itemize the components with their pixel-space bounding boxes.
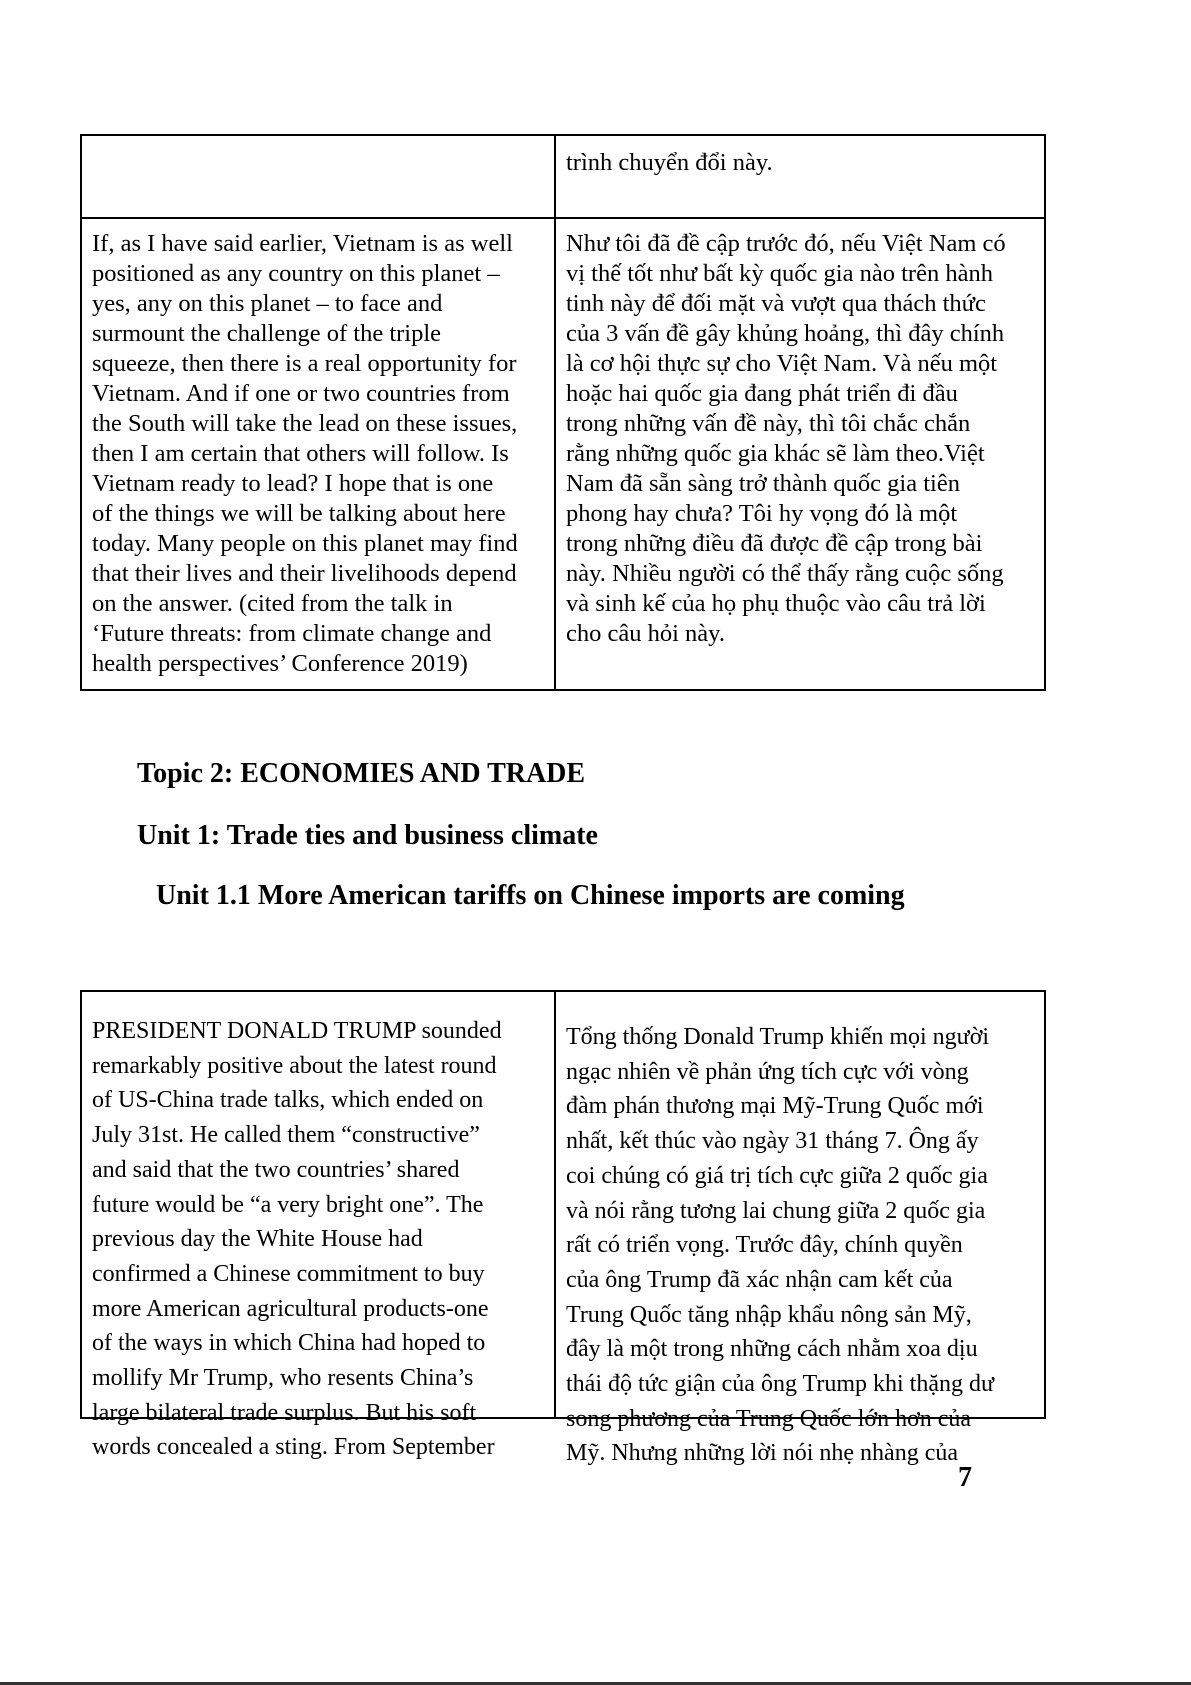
text-line: đây là một trong những cách nhằm xoa dịu [566,1336,978,1363]
text-line: Nam đã sẵn sàng trở thành quốc gia tiên [566,470,960,497]
text-line: on the answer. (cited from the talk in [92,590,453,617]
unit-heading: Unit 1: Trade ties and business climate [137,820,598,851]
text-line: ngạc nhiên về phản ứng tích cực với vòng [566,1058,969,1085]
text-line: previous day the White House had [92,1226,423,1253]
text-line: more American agricultural products-one [92,1295,489,1322]
text-line: tinh này để đối mặt và vượt qua thách thức [566,290,986,317]
text-line: health perspectives’ Conference 2019) [92,650,468,677]
text-line: future would be “a very bright one”. The [92,1191,484,1218]
text-line: of the ways in which China had hoped to [92,1330,486,1357]
text-line: words concealed a sting. From September [92,1434,495,1461]
text-line: rất có triển vọng. Trước đây, chính quyền [566,1232,963,1259]
text-line: July 31st. He called them “constructive” [92,1122,480,1149]
text-line: phong hay chưa? Tôi hy vọng đó là một [566,500,958,527]
translation-table-continued [80,134,1046,691]
text-line: Như tôi đã đề cập trước đó, nếu Việt Nam có [566,230,1006,257]
text-line: này. Nhiều người có thể thấy rằng cuộc sống [566,560,1004,587]
text-line: squeeze, then there is a real opportunity for [92,350,517,377]
text-line: của 3 vấn đề gây khủng hoảng, thì đây chính [566,320,1005,347]
text-line: trong những điều đã được đề cập trong bài [566,530,983,557]
vietnamese-cell [556,136,1044,217]
english-cell [82,136,556,217]
text-line: đàm phán thương mại Mỹ-Trung Quốc mới [566,1093,984,1120]
english-cell [82,219,556,689]
text-line: confirmed a Chinese commitment to buy [92,1260,485,1287]
subunit-heading: Unit 1.1 More American tariffs on Chinese imports are coming [156,880,905,911]
translation-table [80,990,1046,1467]
text-line: of US-China trade talks, which ended on [92,1087,484,1114]
text-line: coi chúng có giá trị tích cực giữa 2 quốc gia [566,1162,988,1189]
text-line: today. Many people on this planet may find [92,530,518,557]
text-line: trong những vấn đề này, thì tôi chắc chắn [566,410,971,437]
text-line: If, as I have said earlier, Vietnam is as well [92,230,513,257]
text-line: mollify Mr Trump, who resents China’s [92,1365,474,1392]
text-line: là cơ hội thực sự cho Việt Nam. Và nếu một [566,350,998,377]
text-line: thái độ tức giận của ông Trump khi thặng dư [566,1371,994,1398]
text-line: and said that the two countries’ shared [92,1156,460,1183]
text-line: và sinh kế của họ phụ thuộc vào câu trả lời [566,590,986,617]
text-line: Vietnam ready to lead? I hope that is one [92,470,494,497]
text-line: cho câu hỏi này. [566,620,725,647]
text-line: song phương của Trung Quốc lớn hơn của [566,1405,972,1432]
table-row [82,136,1044,217]
text-line: the South will take the lead on these issues, [92,410,518,437]
page-number: 7 [958,1462,972,1493]
text-line: Tổng thống Donald Trump khiến mọi người [566,1024,990,1050]
text-line: that their lives and their livelihoods depend [92,560,517,587]
text-line: Vietnam. And if one or two countries from [92,380,510,407]
vietnamese-cell [556,992,1044,1467]
text-line: of the things we will be talking about here [92,500,506,527]
text-line: nhất, kết thúc vào ngày 31 tháng 7. Ông ấy [566,1128,979,1155]
topic-heading: Topic 2: ECONOMIES AND TRADE [137,758,586,789]
text-line: của ông Trump đã xác nhận cam kết của [566,1266,953,1293]
text-line: large bilateral trade surplus. But his soft [92,1399,477,1426]
text-line: Trung Quốc tăng nhập khẩu nông sản Mỹ, [566,1301,972,1328]
text-line: yes, any on this planet – to face and [92,290,443,317]
text-line: Mỹ. Nhưng những lời nói nhẹ nhàng của [566,1440,958,1467]
text-line: và nói rằng tương lai chung giữa 2 quốc gia [566,1197,986,1224]
text-line: ‘Future threats: from climate change and [92,620,492,647]
text-line: positioned as any country on this planet – [92,260,500,287]
text-line: then I am certain that others will follow. Is [92,440,509,467]
text-line: rằng những quốc gia khác sẽ làm theo.Việt [566,440,985,467]
text-line: hoặc hai quốc gia đang phát triển đi đầu [566,380,958,407]
vietnamese-cell [556,219,1044,689]
text-line: surmount the challenge of the triple [92,320,442,347]
text-line: vị thế tốt như bất kỳ quốc gia nào trên hành [566,260,993,287]
text-line: trình chuyển đổi này. [566,149,773,176]
table-row [82,992,1044,1467]
table-row [82,217,1044,689]
english-cell [82,992,556,1461]
text-line: PRESIDENT DONALD TRUMP sounded [92,1018,502,1044]
text-line: remarkably positive about the latest round [92,1052,497,1079]
